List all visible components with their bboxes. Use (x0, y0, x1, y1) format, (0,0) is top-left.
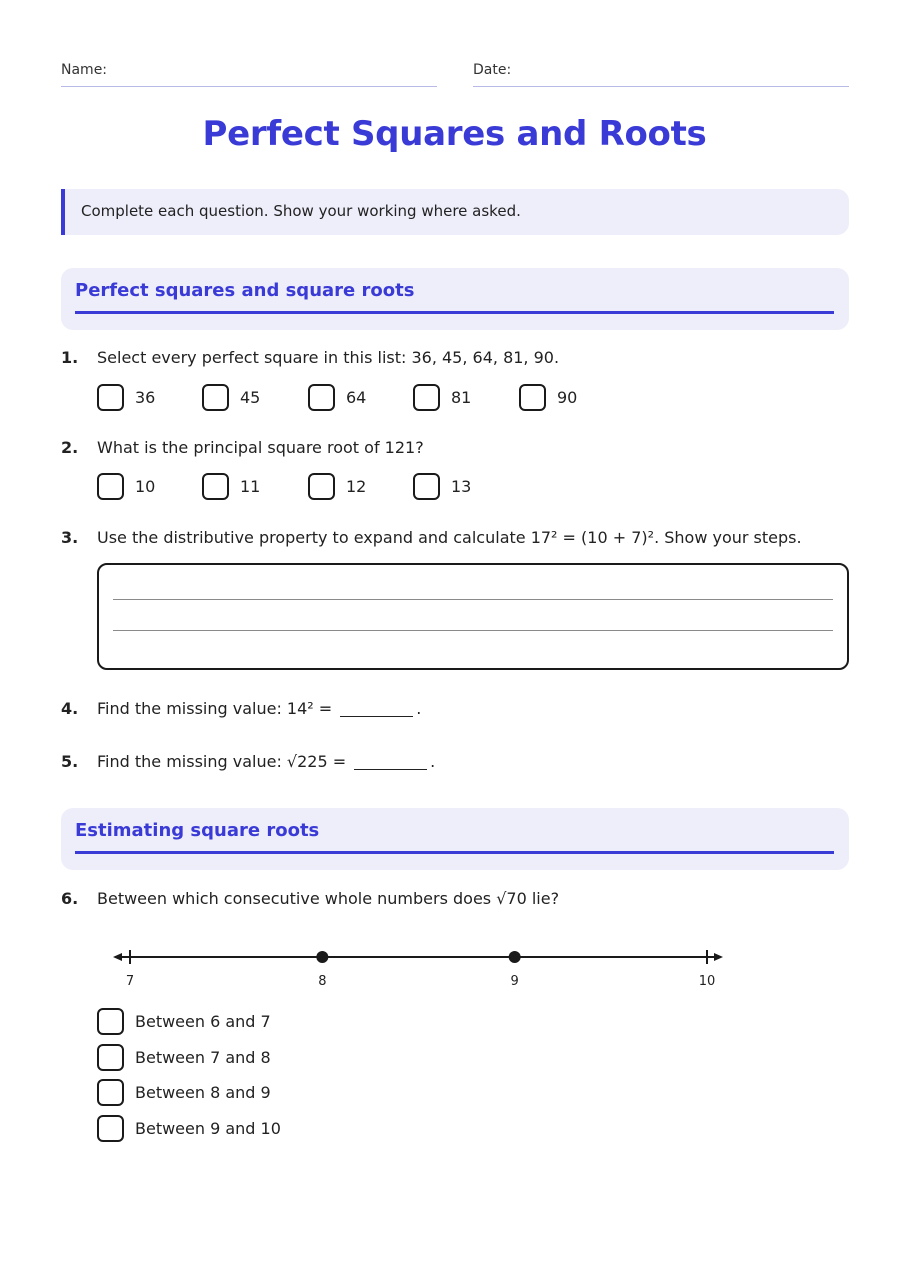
page-title: Perfect Squares and Roots (202, 114, 707, 154)
question-number: 1. (61, 348, 79, 367)
option-label: 10 (135, 477, 156, 496)
left-arrow-icon (113, 953, 122, 961)
number-line-label: 8 (318, 974, 327, 989)
question-suffix: . (416, 699, 422, 718)
q2-option-13[interactable] (413, 473, 471, 500)
question-number: 6. (61, 889, 79, 908)
option-label: 45 (240, 388, 261, 407)
right-arrow-icon (714, 953, 723, 961)
option-label: 64 (346, 388, 367, 407)
writing-line (113, 599, 833, 600)
option-label: 81 (451, 388, 472, 407)
instructions-text: Complete each question. Show your working where asked. (81, 202, 521, 220)
number-line-point (509, 951, 521, 963)
q6-option-9-10[interactable] (97, 1115, 281, 1142)
option-label: Between 6 and 7 (135, 1012, 271, 1031)
checkbox[interactable] (308, 384, 335, 411)
answer-blank[interactable] (340, 701, 413, 717)
q6-option-8-9[interactable] (97, 1079, 271, 1106)
number-line (105, 940, 735, 1000)
question-text: What is the principal square root of 121? (97, 438, 424, 457)
question-suffix: . (430, 752, 436, 771)
name-line (61, 86, 437, 87)
option-label: Between 8 and 9 (135, 1083, 271, 1102)
checkbox[interactable] (97, 1079, 124, 1106)
option-label: 11 (240, 477, 261, 496)
checkbox[interactable] (97, 473, 124, 500)
section-header-estimating (61, 808, 849, 870)
option-label: Between 7 and 8 (135, 1048, 271, 1067)
q1-option-36[interactable] (97, 384, 155, 411)
checkbox[interactable] (202, 473, 229, 500)
q2-option-10[interactable] (97, 473, 155, 500)
date-label: Date: (473, 62, 512, 78)
question-number: 5. (61, 752, 79, 771)
q6-option-7-8[interactable] (97, 1044, 271, 1071)
question-text: Select every perfect square in this list: 36, 45, 64, 81, 90. (97, 348, 560, 367)
checkbox[interactable] (202, 384, 229, 411)
working-box[interactable] (97, 563, 849, 670)
question-number: 3. (61, 528, 79, 547)
writing-line (113, 630, 833, 631)
name-label: Name: (61, 62, 108, 78)
q2-option-11[interactable] (202, 473, 260, 500)
name-field[interactable] (61, 62, 437, 87)
option-label: 90 (557, 388, 578, 407)
section-header-perfect-squares (61, 268, 849, 330)
number-line-label: 9 (510, 974, 519, 989)
date-line (473, 86, 849, 87)
checkbox[interactable] (97, 384, 124, 411)
option-label: Between 9 and 10 (135, 1119, 281, 1138)
q1-option-64[interactable] (308, 384, 366, 411)
option-label: 12 (346, 477, 367, 496)
checkbox[interactable] (308, 473, 335, 500)
question-number: 4. (61, 699, 79, 718)
instructions-box (61, 189, 849, 235)
question-text: Between which consecutive whole numbers does √70 lie? (97, 889, 560, 908)
question-number: 2. (61, 438, 79, 457)
option-label: 36 (135, 388, 156, 407)
q1-option-90[interactable] (519, 384, 577, 411)
checkbox[interactable] (97, 1115, 124, 1142)
q6-option-6-7[interactable] (97, 1008, 271, 1035)
question-text: Use the distributive property to expand and calculate 17² = (10 + 7)². Show your steps. (97, 528, 802, 547)
section-title: Perfect squares and square roots (75, 280, 834, 314)
checkbox[interactable] (97, 1044, 124, 1071)
question-text: Find the missing value: √225 = (97, 752, 347, 771)
number-line-label: 7 (125, 974, 135, 989)
date-field[interactable] (473, 62, 849, 87)
section-title: Estimating square roots (75, 820, 834, 854)
checkbox[interactable] (97, 1008, 124, 1035)
checkbox[interactable] (413, 384, 440, 411)
answer-blank[interactable] (354, 754, 427, 770)
number-line-label: 10 (698, 974, 716, 989)
q1-option-45[interactable] (202, 384, 260, 411)
q2-option-12[interactable] (308, 473, 366, 500)
question-text: Find the missing value: 14² = (97, 699, 333, 718)
q1-option-81[interactable] (413, 384, 471, 411)
checkbox[interactable] (519, 384, 546, 411)
number-line-point (316, 951, 328, 963)
option-label: 13 (451, 477, 472, 496)
checkbox[interactable] (413, 473, 440, 500)
